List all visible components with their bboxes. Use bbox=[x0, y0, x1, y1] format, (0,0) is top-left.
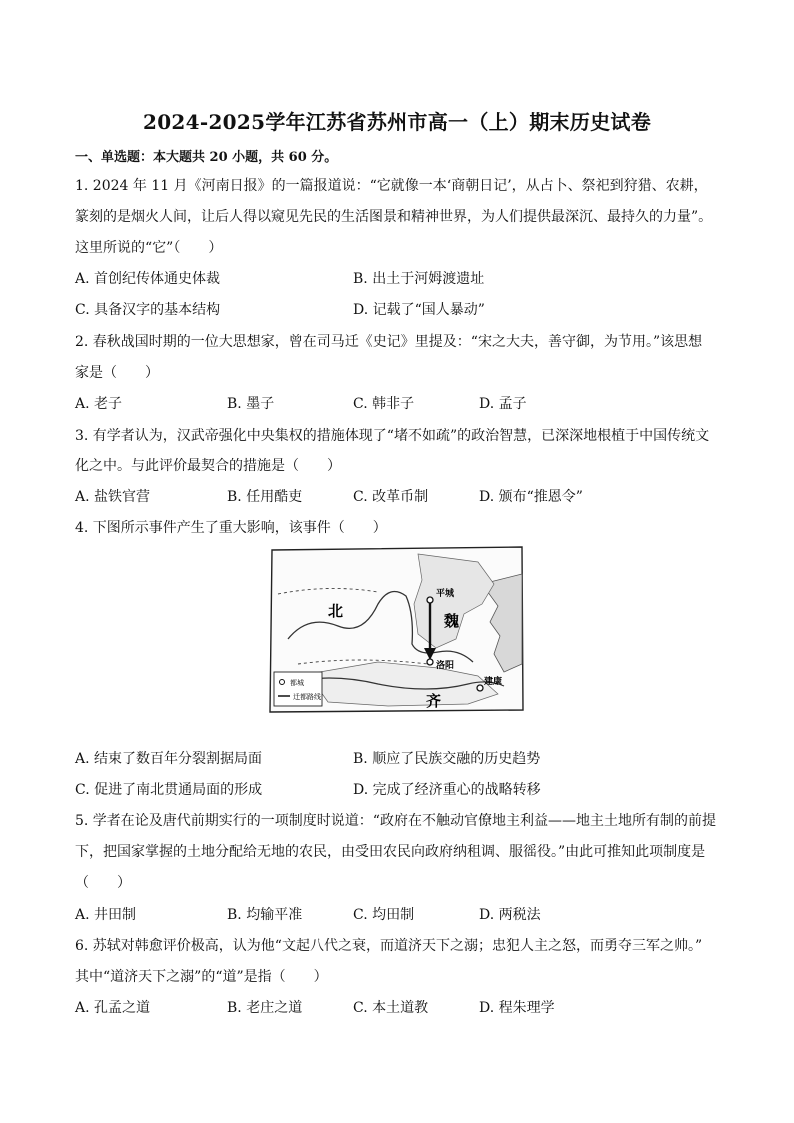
q1-line-1: 1. 2024 年 11 月《河南日报》的一篇报道说：“它就像一本‘商朝日记’，从占卜、祭祀到狩猎、农耕， bbox=[75, 178, 708, 194]
wei-region-label: 魏 bbox=[444, 612, 460, 630]
q2-options bbox=[75, 394, 725, 414]
q3-option-a[interactable]: A. 盐铁官营 bbox=[75, 489, 151, 505]
q1-option-d[interactable]: D. 记载了“国人暴动” bbox=[353, 302, 485, 318]
q6-options bbox=[75, 998, 725, 1018]
q2-line-1: 2. 春秋战国时期的一位大思想家，曾在司马迁《史记》里提及：“宋之大夫，善守御，为节用。”该思想 bbox=[75, 334, 703, 350]
q5-option-d[interactable]: D. 两税法 bbox=[479, 907, 541, 923]
q4-option-b[interactable]: B. 顺应了民族交融的历史趋势 bbox=[353, 751, 541, 767]
q4-option-c[interactable]: C. 促进了南北贯通局面的形成 bbox=[75, 782, 263, 798]
q5-options bbox=[75, 905, 725, 925]
q1-options-row-2 bbox=[75, 300, 725, 320]
q5-line-1: 5. 学者在论及唐代前期实行的一项制度时说道：“政府在不触动官僚地主利益——地主土地所有制的前提 bbox=[75, 813, 716, 829]
q2-option-d[interactable]: D. 孟子 bbox=[479, 396, 527, 412]
q3-option-b[interactable]: B. 任用酷吏 bbox=[227, 489, 303, 505]
q4-options-row-2 bbox=[75, 780, 725, 800]
q5-option-b[interactable]: B. 均输平准 bbox=[227, 907, 303, 923]
jiankang-label: 建康 bbox=[484, 677, 503, 687]
q2-option-a[interactable]: A. 老子 bbox=[75, 396, 123, 412]
pingcheng-marker bbox=[427, 597, 433, 603]
jiankang-marker bbox=[477, 685, 483, 691]
q2-option-c[interactable]: C. 韩非子 bbox=[353, 396, 415, 412]
section-heading: 一、单选题：本大题共 20 小题，共 60 分。 bbox=[75, 150, 338, 165]
q4-line-1: 4. 下图所示事件产生了重大影响，该事件（ ） bbox=[75, 520, 387, 536]
q4-option-d[interactable]: D. 完成了经济重心的战略转移 bbox=[353, 782, 541, 798]
luoyang-marker bbox=[427, 659, 433, 665]
pingcheng-label: 平城 bbox=[436, 589, 455, 599]
q1-options-row-1 bbox=[75, 269, 725, 289]
legend-capital-text: 都城 bbox=[290, 679, 304, 687]
q6-option-a[interactable]: A. 孔孟之道 bbox=[75, 1000, 151, 1016]
q4-options-row-1 bbox=[75, 749, 725, 769]
q6-option-c[interactable]: C. 本土道教 bbox=[353, 1000, 429, 1016]
q1-line-3: 这里所说的“它”（ ） bbox=[75, 240, 223, 256]
q3-option-c[interactable]: C. 改革币制 bbox=[353, 489, 429, 505]
north-region-label: 北 bbox=[328, 602, 344, 620]
q1-option-b[interactable]: B. 出土于河姆渡遗址 bbox=[353, 271, 485, 287]
historical-map-figure bbox=[268, 544, 526, 714]
q2-option-b[interactable]: B. 墨子 bbox=[227, 396, 275, 412]
q5-option-a[interactable]: A. 井田制 bbox=[75, 907, 137, 923]
q5-option-c[interactable]: C. 均田制 bbox=[353, 907, 415, 923]
q4-option-a[interactable]: A. 结束了数百年分裂割据局面 bbox=[75, 751, 263, 767]
legend-route-text: 迁都路线 bbox=[293, 693, 321, 701]
q3-line-1: 3. 有学者认为，汉武帝强化中央集权的措施体现了“堵不如疏”的政治智慧，已深深地根植于中国传统文 bbox=[75, 428, 710, 444]
q2-line-2: 家是（ ） bbox=[75, 365, 159, 381]
legend-capital-symbol bbox=[280, 680, 285, 685]
q6-option-d[interactable]: D. 程朱理学 bbox=[479, 1000, 555, 1016]
q1-option-a[interactable]: A. 首创纪传体通史体裁 bbox=[75, 271, 221, 287]
q5-line-2: 下，把国家掌握的土地分配给无地的农民，由受田农民向政府纳租调、服徭役。”由此可推知此项制度是 bbox=[75, 844, 706, 860]
q1-option-c[interactable]: C. 具备汉字的基本结构 bbox=[75, 302, 221, 318]
q5-line-3: （ ） bbox=[75, 875, 131, 891]
q6-line-1: 6. 苏轼对韩愈评价极高，认为他“文起八代之衰，而道济天下之溺；忠犯人主之怒，而勇夺三军之帅。” bbox=[75, 938, 703, 954]
map-svg bbox=[268, 544, 526, 714]
q3-line-2: 化之中。与此评价最契合的措施是（ ） bbox=[75, 458, 341, 474]
luoyang-label: 洛阳 bbox=[436, 661, 455, 671]
q1-line-2: 篆刻的是烟火人间，让后人得以窥见先民的生活图景和精神世界，为人们提供最深沉、最持久的力量”。 bbox=[75, 209, 713, 225]
q3-option-d[interactable]: D. 颁布“推恩令” bbox=[479, 489, 583, 505]
q6-option-b[interactable]: B. 老庄之道 bbox=[227, 1000, 303, 1016]
q3-options bbox=[75, 487, 725, 507]
qi-region-label: 齐 bbox=[426, 692, 442, 710]
q6-line-2: 其中“道济天下之溺”的“道”是指（ ） bbox=[75, 969, 328, 985]
exam-title: 2024-2025学年江苏省苏州市高一（上）期末历史试卷 bbox=[142, 110, 652, 134]
